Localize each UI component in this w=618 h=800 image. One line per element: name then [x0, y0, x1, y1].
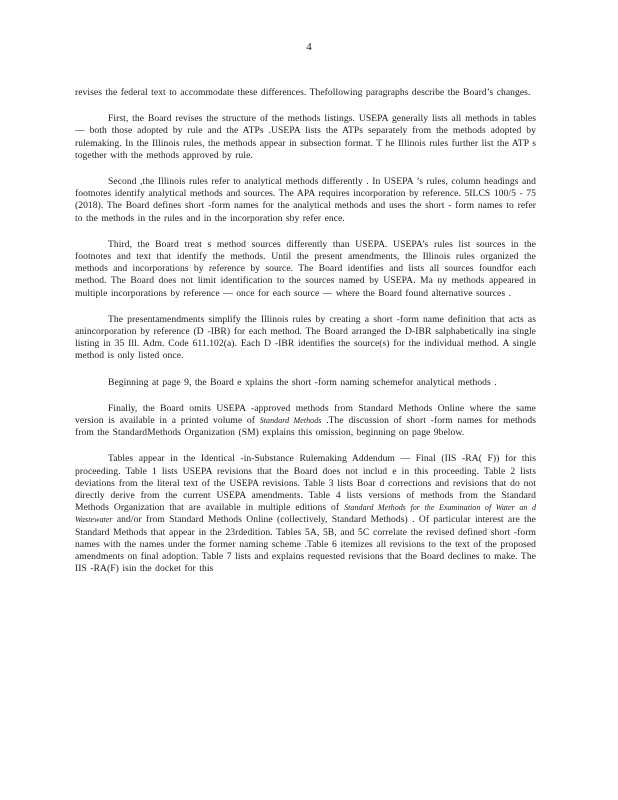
- paragraph-finally-text-before: Finally, the Board omits USEPA -approved methods from Standard Methods Online where the same version is available in a printed volume of: [75, 402, 536, 427]
- page-number: 4: [306, 41, 312, 53]
- paragraph-second-methods-reference: Second ,the Illinois rules refer to analytical methods differently . In USEPA ’s rules, column headings and footnotes identify analytical methods and sources. The APA requires incorporation by reference. 5ILCS 100/5 - 75 (2018). The Board defines short -form names for the analytical methods and uses the short - form names to refer to the methods in the rules and in the incorporation sby refer ence.: [75, 176, 536, 224]
- paragraph-first-structure: First, the Board revises the structure of the methods listings. USEPA generally lists all methods in tables — both those adopted by rule and the ATPs .USEPA lists the ATPs separately from the methods adopted by rulemaking. In the Illinois rules, the methods appear in subsection format. T he Illinois rules further list the ATP s together with the methods approved by rule.: [75, 113, 536, 161]
- body-text: [75, 87, 536, 576]
- paragraph-finally-italic-title: Standard Methods: [259, 416, 322, 426]
- paragraph-tables-text-after: and/or from Standard Methods Online (collectively, Standard Methods) . Of particular interest are the Standard Methods that appear in the 23rdedition. Tables 5A, 5B, and 5C correlate the revised defined short -form names with the names under the former naming scheme .Table 6 itemizes all revisions to the text of the proposed amendments on final adoption. Table 7 lists and explains requested revisions that the Board declines to make. The IIS -RA(F) isin the docket for this: [75, 514, 536, 575]
- paragraph-tables-italic-title: Standard Methods for the Examination of Water an d Wastewater: [75, 503, 537, 525]
- paragraph-present-amendments: The presentamendments simplify the Illinois rules by creating a short -form name definition that acts as anincorporation by reference (D -IBR) for each method. The Board arranged the D-IBR salphabetically ina single listing in 35 Ill. Adm. Code 611.102(a). Each D -IBR identifies the source(s) for the individual method. A single method is only listed once.: [75, 313, 536, 362]
- paragraph-third-method-sources: Third, the Board treat s method sources differently than USEPA. USEPA’s rules list sources in the footnotes and text that identify the methods. Until the present amendments, the Illinois rules organized the methods and incorporations by reference by source. The Board identifies and lists all sources foundfor each method. The Board does not limit identification to the sources named by USEPA. Ma ny methods appeared in multiple incorporations by reference — once for each source — where the Board found alternative sources .: [75, 238, 536, 299]
- paragraph-tables-text-before: Tables appear in the Identical -in-Substance Rulemaking Addendum — Final (IIS -RA( F)) for this proceeding. Table 1 lists USEPA revisions that the Board does not includ e in this proceeding. Table 2 lists deviations from the literal text of the USEPA revisions. Table 3 lists Boar d corrections and revisions that do not directly derive from the current USEPA amendments. Table 4 lists versions of methods from the Standard Methods Organization that are available in multiple editions of: [75, 453, 536, 514]
- paragraph-finally-text-after: .The discussion of short -form names for methods from the StandardMethods Organization (SM) explains this omission, beginning on page 9below.: [75, 415, 536, 439]
- paragraph-beginning-page-9: Beginning at page 9, the Board e xplains the short -form naming schemefor analytical methods .: [108, 376, 497, 388]
- paragraph-continuation: revises the federal text to accommodate these differences. Thefollowing paragraphs describe the Board’s changes.: [75, 87, 531, 98]
- paragraph-tables-appear: [75, 453, 536, 575]
- paragraph-finally-omits: [75, 403, 536, 440]
